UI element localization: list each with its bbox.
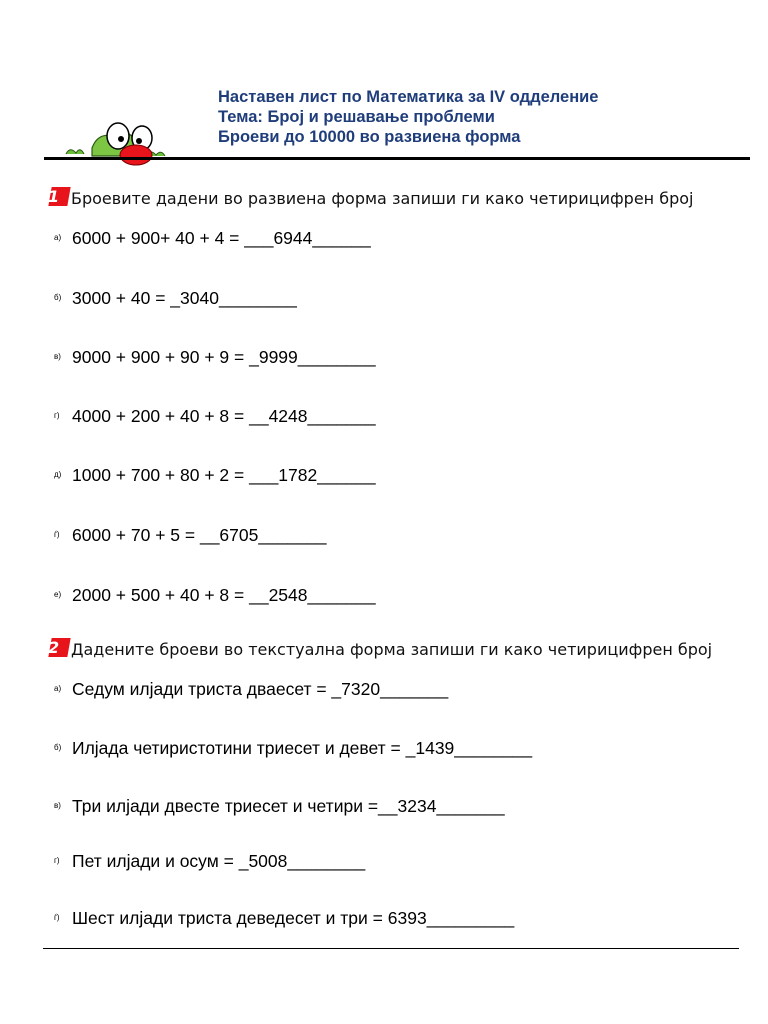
list-item: е) 2000 + 500 + 40 + 8 = __2548_______ xyxy=(54,585,376,605)
section-1-number-badge: 1 xyxy=(48,187,70,207)
worksheet-header xyxy=(218,87,598,147)
list-item: в) 9000 + 900 + 90 + 9 = _9999________ xyxy=(54,347,376,367)
section-1-title-text: Броевите дадени во развиена форма запиши ги како четирицифрен број xyxy=(71,189,694,208)
list-item: д) 1000 + 700 + 80 + 2 = ___1782______ xyxy=(54,465,376,485)
list-item: в) Три илјади двесте триесет и четири =__3234_______ xyxy=(54,796,505,816)
header-line-2: Тема: Број и решавање проблеми xyxy=(218,108,495,126)
header-divider xyxy=(44,157,750,160)
section-1-title xyxy=(48,187,693,208)
list-item: б) Илјада четиристотини триесет и девет = _1439________ xyxy=(54,738,533,758)
header-line-3: Броеви до 10000 во развиена форма xyxy=(218,128,521,146)
footer-divider xyxy=(43,948,739,949)
list-item: а) 6000 + 900+ 40 + 4 = ___6944______ xyxy=(54,228,371,248)
list-item: г) 4000 + 200 + 40 + 8 = __4248_______ xyxy=(54,406,376,426)
list-item: а) Седум илјади триста дваесет = _7320_______ xyxy=(54,679,449,699)
list-item: б) 3000 + 40 = _3040________ xyxy=(54,288,297,308)
list-item: г) Пет илјади и осум = _5008________ xyxy=(54,851,366,871)
header-line-1: Наставен лист по Математика за IV одделение xyxy=(218,88,599,106)
section-2-number-badge: 2 xyxy=(48,638,70,658)
section-2-title xyxy=(48,638,712,659)
cartoon-frog-peeking-icon xyxy=(58,118,168,168)
section-2-title-text: Дадените броеви во текстуална форма запиши ги како четирицифрен број xyxy=(71,640,713,659)
list-item: ѓ) Шест илјади триста деведесет и три = 6393_________ xyxy=(54,908,515,928)
list-item: ѓ) 6000 + 70 + 5 = __6705_______ xyxy=(54,525,327,545)
